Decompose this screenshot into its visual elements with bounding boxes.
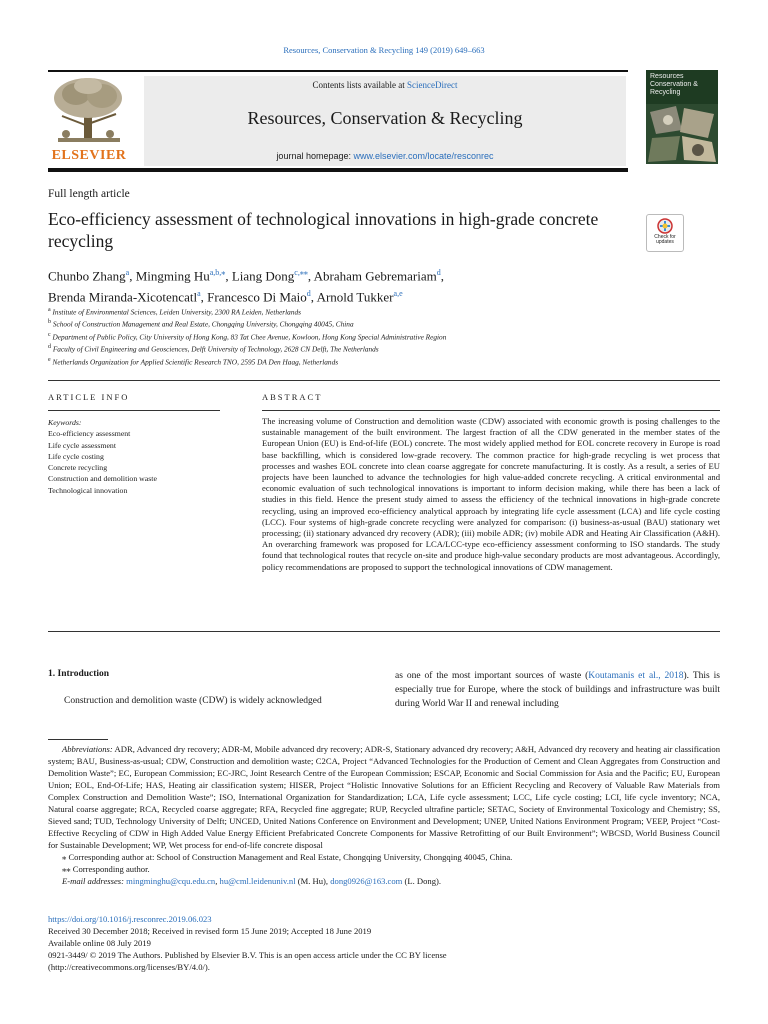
author-affiliation-mark[interactable]: d xyxy=(306,289,311,299)
journal-cover-thumbnail[interactable] xyxy=(646,70,718,164)
abbreviations-text: ADR, Advanced dry recovery; ADR-M, Mobile advanced dry recovery; ADR-S, Stationary advanced dry recovery; A&H, Advanced dry recovery and heating air classification system; BAU, Business-as-usual; CDW, Construction and demolition waste; C2CA, Project “Advanced Technologies for the Production of Cement and Clean Aggregates from Construction and Demolition Waste”; EC, European Commission; EC-JRC, Joint Research Centre of the European Commission; ESCAP, Economic and Social Commission for Asia and the Pacific; EU, European Union; EOL, End-Of-Life; HAS, Heating air classification system; HISER, Project “Holistic Innovative Solutions for an Efficient Recycling and Recovery of Valuable Raw Materials from Complex Construction and Demolition Waste”; ISO, International Organization for Standardization; LCA, Life cycle assessment; LCC, Life cycle costing; LCI, life cycle inventory; NCA, Natural coarse aggregate; RCA, Recycled coarse aggregate; RFA, Recycled fine aggregate; RUP, Recycled ultrafine particle; SETAC, Society of Environmental Toxicology and Chemistry; SS, Sieved sand; TUD, Technology University of Delft; UNCED, United Nations Conference on Environment and Development; UNEP, United Nations Environment Program; VEEP, Project “Cost-Effective Recycling of CDW in High Added Value Energy Efficient Prefabricated Concrete Components for Massive Retrofitting of our Built Environment”; WBCSD, World Business Council for Sustainable Development; WP, Wet process for end-of-life concrete disposal xyxy=(48,744,720,850)
article-info-rule xyxy=(48,410,220,411)
header-top-rule xyxy=(48,70,628,72)
affiliation-item xyxy=(48,317,728,329)
abbreviations-footnote xyxy=(48,743,720,851)
email-link-1[interactable]: mingminghu@cqu.edu.cn xyxy=(126,876,216,886)
author-separator: , xyxy=(307,268,314,284)
corresponding-author-1: ⁎ Corresponding author at: School of Construction Management and Real Estate, Chongqing University, Chongqing 40045, China. xyxy=(62,852,513,862)
author-affiliation-mark[interactable]: a xyxy=(197,289,201,299)
journal-title: Resources, Conservation & Recycling xyxy=(247,108,523,128)
abbreviations-label: Abbreviations: xyxy=(62,744,113,754)
introduction-right-column xyxy=(395,669,720,711)
author-affiliation-mark[interactable]: c,⁎⁎ xyxy=(294,268,308,277)
keyword-item: Concrete recycling xyxy=(48,463,108,473)
affiliation-item xyxy=(48,305,728,317)
author-separator: , xyxy=(129,268,136,284)
check-for-updates-badge[interactable] xyxy=(646,214,684,252)
journal-citation: Resources, Conservation & Recycling 149 (2019) 649–663 xyxy=(283,45,485,55)
keywords-label: Keywords: xyxy=(48,418,82,427)
journal-homepage-line xyxy=(144,151,626,161)
abstract-text: The increasing volume of Construction and demolition waste (CDW) associated with economic growth is posing challenges to the sustainable management of the built environment. The largest fraction of all the CDW generated in the member states of the European Union (EU) is End-of-life (EOL) concrete. The most widely applied method for EOL concrete recovery in Europe is road base backfilling, which is considered low-grade recovery. The common practice for high-grade recycling is wet process that processes and washes EOL concrete into clean coarse aggregate for concrete manufacturing. It is costly. As a result, a series of EU projects have been launched to advance the technologies for high value-added concrete recycling. A critical environmental and economic evaluation of such technological innovations is important to inform decision making, while there has been a lack of studies in this field. Hence the present study aimed to assess the efficiency of the technical innovations in high-grade concrete recycling, using an improved eco-efficiency analytical approach by integrating life cycle assessment (LCA) and life cycle costing (LCC). Four systems of high-grade concrete recycling were analyzed for comparison: (i) business-as-usual (BAU) stationary wet processing; (ii) stationary advanced dry recovery (ADR); (iii) mobile ADR; (iv) mobile ADR and Heating Air Classification (A&H). An overarching framework was proposed for LCA/LCC-type eco-efficiency assessment conforming to ISO standards. The study found that technological routes that recycle on-site and produce high-value secondary products are most advantageous. Accordingly, policy recommendations are proposed to support the technological innovations of CDW management. xyxy=(262,416,720,572)
footnotes xyxy=(48,743,720,887)
author-separator: , xyxy=(310,289,317,305)
contents-prefix: Contents lists available at xyxy=(312,80,407,90)
author-separator: , xyxy=(225,268,232,284)
author-name: Arnold Tukker xyxy=(316,289,394,305)
introduction-heading: 1. Introduction xyxy=(48,669,110,679)
crossmark-icon xyxy=(657,218,673,234)
citation-link[interactable]: Koutamanis et al., 2018 xyxy=(588,671,684,681)
keyword-item: Eco-efficiency assessment xyxy=(48,429,131,439)
email-addresses: E-mail addresses: mingminghu@cqu.edu.cn, hu@cml.leidenuniv.nl (M. Hu), dong0926@163.com (L. Dong). xyxy=(62,876,442,886)
abstract-rule xyxy=(262,410,720,411)
affiliation-text: Faculty of Civil Engineering and Geosciences, Delft University of Technology, 2628 CN Delft, The Netherlands xyxy=(51,344,379,354)
keyword-list xyxy=(48,428,238,496)
keyword-item: Construction and demolition waste xyxy=(48,474,157,484)
affiliation-item xyxy=(48,355,728,367)
email-link-2[interactable]: hu@cml.leidenuniv.nl xyxy=(219,876,296,886)
footnote-rule xyxy=(48,739,108,740)
cover-title: Resources Conservation & Recycling xyxy=(650,73,698,96)
article-info-top-rule xyxy=(48,380,720,381)
author-name: Mingming Hu xyxy=(135,268,210,284)
affiliation-mark: c xyxy=(48,331,51,338)
affiliation-list xyxy=(48,305,728,367)
article-title: Eco-efficiency assessment of technological innovations in high-grade concrete recycling xyxy=(48,209,599,251)
homepage-prefix: journal homepage: xyxy=(276,151,354,161)
crossmark-label: Check for updates xyxy=(654,234,676,245)
affiliation-item xyxy=(48,342,728,354)
author-name: Francesco Di Maio xyxy=(207,289,307,305)
affiliation-text: School of Construction Management and Real Estate, Chongqing University, Chongqing 40045, China xyxy=(51,319,354,329)
affiliation-mark: b xyxy=(48,319,51,326)
doi-link[interactable]: https://doi.org/10.1016/j.resconrec.2019.06.023 xyxy=(48,914,212,924)
keyword-item: Technological innovation xyxy=(48,485,128,495)
author-name: Chunbo Zhang xyxy=(48,268,126,284)
affiliation-mark: d xyxy=(48,344,51,351)
article-type: Full length article xyxy=(48,188,130,200)
intro-right-prefix: as one of the most important sources of waste ( xyxy=(395,671,589,681)
license-line-2: (http://creativecommons.org/licenses/BY/4.0/). xyxy=(48,962,210,972)
author-list xyxy=(48,264,668,307)
author-name: Brenda Miranda-Xicotencatl xyxy=(48,289,198,305)
author-affiliation-mark[interactable]: a,b,⁎ xyxy=(209,268,226,277)
author-separator: , xyxy=(200,289,208,305)
author-affiliation-mark[interactable]: a xyxy=(125,268,130,277)
affiliation-mark: e xyxy=(48,356,51,363)
abstract-bottom-rule xyxy=(48,631,720,632)
email-end: (L. Dong). xyxy=(402,876,442,886)
received-dates: Received 30 December 2018; Received in revised form 15 June 2019; Accepted 18 June 2019 xyxy=(48,926,372,936)
email-label: E-mail addresses: xyxy=(62,876,124,886)
contents-available-line xyxy=(144,80,626,90)
cover-photo-collage xyxy=(646,104,718,164)
intro-right-suffix: ). This is especially true for Europe, where the stock of buildings and infrastructure was built during World War II and renewal including xyxy=(395,671,721,709)
email-mid: (M. Hu), xyxy=(295,876,331,886)
publisher-logo-text: ELSEVIER xyxy=(51,148,127,163)
abstract-heading: ABSTRACT xyxy=(262,392,323,402)
sciencedirect-link[interactable]: ScienceDirect xyxy=(407,80,458,90)
keyword-item: Life cycle assessment xyxy=(48,440,116,450)
affiliation-mark: a xyxy=(48,307,51,313)
journal-homepage-link[interactable]: www.elsevier.com/locate/resconrec xyxy=(353,151,494,161)
author-affiliation-mark[interactable]: a,e xyxy=(393,289,403,299)
keyword-item: Life cycle costing xyxy=(48,451,104,461)
publication-info xyxy=(48,913,720,973)
author-name: Abraham Gebremariam xyxy=(313,268,437,284)
affiliation-text: Institute of Environmental Sciences, Leiden University, 2300 RA Leiden, Netherlands xyxy=(50,307,301,317)
available-online: Available online 08 July 2019 xyxy=(48,938,151,948)
article-info-heading: ARTICLE INFO xyxy=(48,392,130,402)
license-line-1: 0921-3449/ © 2019 The Authors. Published by Elsevier B.V. This is an open access article under the CC BY license xyxy=(48,950,447,960)
keywords-block xyxy=(48,417,238,496)
email-link-3[interactable]: dong0926@163.com xyxy=(330,876,403,886)
affiliation-item xyxy=(48,330,728,342)
affiliation-text: Department of Public Policy, City University of Hong Kong, 83 Tat Chee Avenue, Kowloon, Hong Kong Special Administrative Region xyxy=(50,332,447,342)
introduction-left-column: Construction and demolition waste (CDW) is widely acknowledged xyxy=(64,696,322,706)
author-name: Liang Dong xyxy=(231,268,295,284)
corresponding-author-2: ⁎⁎ Corresponding author. xyxy=(62,864,150,874)
header-bottom-rule xyxy=(48,168,628,172)
affiliation-text: Netherlands Organization for Applied Scientific Research TNO, 2595 DA Den Haag, Netherlands xyxy=(50,357,339,367)
author-affiliation-mark[interactable]: d xyxy=(436,268,441,277)
author-separator: , xyxy=(440,268,444,284)
